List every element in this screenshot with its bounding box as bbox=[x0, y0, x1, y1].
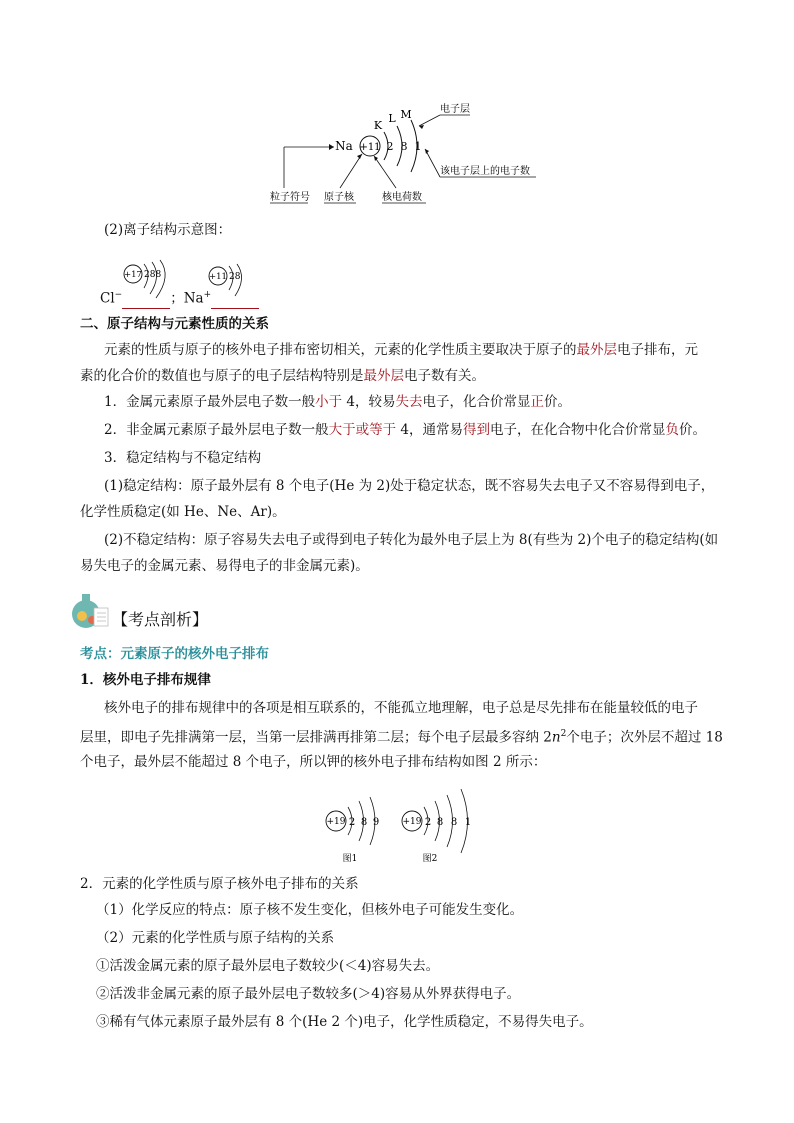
fig2-count-3: 8 bbox=[450, 817, 458, 828]
text: 素的化合价的数值也与原子的电子层结构特别是 bbox=[80, 368, 364, 384]
rule-metal bbox=[104, 392, 571, 412]
relation-point-1: （1）化学反应的特点：原子核不发生变化，但核外电子可能发生变化。 bbox=[96, 902, 524, 918]
highlight: 大于或等于 bbox=[328, 422, 397, 438]
text: 价。 bbox=[543, 394, 571, 410]
na-ion-counts: 28 bbox=[229, 272, 241, 282]
shell-letter-l: L bbox=[388, 112, 396, 125]
highlight: 失去 bbox=[395, 394, 423, 410]
nucleus-charge: +11 bbox=[359, 142, 381, 153]
section-2-para-line2 bbox=[80, 366, 485, 386]
relation-item-2: ②活泼非金属元素的原子最外层电子数较多(＞4)容易从外界获得电子。 bbox=[96, 986, 521, 1002]
cl-counts: 288 bbox=[144, 270, 162, 280]
fig2-nucleus: +19 bbox=[402, 817, 422, 827]
highlight: 负 bbox=[665, 422, 679, 438]
shell-letter-m: M bbox=[400, 108, 412, 121]
unstable-structure-line2: 易失电子的金属元素、易得电子的非金属元素)。 bbox=[80, 558, 369, 574]
highlight-outermost: 最外层 bbox=[363, 368, 404, 384]
shell-letter-k: K bbox=[373, 119, 383, 132]
text: 4，通常易 bbox=[396, 422, 463, 438]
ion-labels bbox=[100, 285, 259, 309]
rule-stable-heading: 3．稳定结构与不稳定结构 bbox=[104, 450, 262, 466]
stable-structure-line1: (1)稳定结构：原子最外层有 8 个电子(He 为 2)处于稳定状态，既不容易失去电子又不容易得到电子， bbox=[104, 478, 715, 494]
label-nucleus: 原子核 bbox=[324, 192, 354, 203]
section-2-para-line1 bbox=[104, 340, 698, 360]
fig1-nucleus: +19 bbox=[326, 817, 346, 827]
cl-charge: − bbox=[114, 290, 123, 300]
relation-item-3: ③稀有气体元素原子最外层有 8 个(He 2 个)电子，化学性质稳定，不易得失电子。 bbox=[96, 1014, 593, 1030]
rules-para-line3: 个电子，最外层不能超过 8 个电子，所以钾的核外电子排布结构如图 2 所示： bbox=[80, 754, 547, 770]
cl-nucleus: +17 bbox=[124, 270, 142, 280]
particle-symbol: Na bbox=[335, 139, 353, 153]
highlight-outermost: 最外层 bbox=[576, 342, 617, 358]
text: 层里，即电子先排满第一层，当第一层排满再排第二层；每个电子层最多容纳 2 bbox=[80, 729, 552, 746]
flask-icon bbox=[70, 590, 112, 632]
unstable-structure-line1: (2)不稳定结构：原子容易失去电子或得到电子转化为最外电子层上为 8(有些为 2)个电子的稳定结构(如 bbox=[104, 532, 719, 548]
na-label: ；Na bbox=[170, 290, 204, 307]
rule-nonmetal bbox=[104, 420, 706, 440]
rules-para-line1: 核外电子的排布规律中的各项是相互联系的，不能孤立地理解，电子总是尽先排布在能量较低的电子 bbox=[104, 700, 698, 716]
na-charge: + bbox=[203, 290, 212, 300]
fig2-count-1: 2 bbox=[424, 817, 432, 828]
label-particle-symbol: 粒子符号 bbox=[270, 192, 310, 203]
count-m: 1 bbox=[414, 140, 422, 153]
text: 电子，化合价常显 bbox=[422, 394, 531, 410]
fig1-count-3: 9 bbox=[372, 817, 380, 828]
topic-title: 考点：元素原子的核外电子排布 bbox=[80, 646, 269, 662]
highlight: 小于 bbox=[315, 394, 343, 410]
fig1-caption: 图1 bbox=[342, 854, 358, 864]
text: 价。 bbox=[678, 422, 706, 438]
text: 电子排布，元 bbox=[617, 342, 698, 358]
highlight: 正 bbox=[530, 394, 544, 410]
text: 电子数有关。 bbox=[404, 368, 485, 384]
highlight: 得到 bbox=[462, 422, 490, 438]
relation-point-2: （2）元素的化学性质与原子结构的关系 bbox=[96, 930, 335, 946]
cl-answer-blank[interactable] bbox=[122, 294, 170, 309]
analysis-header: 【考点剖析】 bbox=[112, 610, 209, 629]
na-atom-diagram bbox=[270, 96, 550, 208]
text: 2．非金属元素原子最外层电子数一般 bbox=[104, 422, 329, 438]
text: 电子，在化合物中化合价常显 bbox=[489, 422, 666, 438]
fig1-count-1: 2 bbox=[348, 817, 356, 828]
cl-label: Cl bbox=[100, 290, 115, 307]
rules-para-line2 bbox=[80, 724, 723, 748]
na-answer-blank[interactable] bbox=[211, 294, 259, 309]
fig2-count-4: 1 bbox=[464, 817, 472, 828]
fig2-caption: 图2 bbox=[422, 854, 438, 864]
fig2-count-2: 8 bbox=[436, 817, 444, 828]
superscript: 2 bbox=[560, 729, 567, 739]
na-ion-nucleus: +11 bbox=[209, 272, 227, 282]
subheading-relation bbox=[80, 874, 359, 894]
subheading-relation-text: 2．元素的化学性质与原子核外电子排布的关系 bbox=[80, 876, 359, 892]
text: 个电子；次外层不超过 18 bbox=[566, 729, 723, 746]
text: 4，较易 bbox=[342, 394, 396, 410]
label-electron-shell: 电子层 bbox=[440, 104, 470, 115]
count-l: 8 bbox=[400, 140, 408, 153]
label-electron-count: 该电子层上的电子数 bbox=[440, 166, 530, 177]
count-k: 2 bbox=[386, 140, 394, 153]
variable-n: n bbox=[551, 729, 561, 746]
ion-heading: (2)离子结构示意图： bbox=[104, 222, 232, 238]
text: 元素的性质与原子的核外电子排布密切相关，元素的化学性质主要取决于原子的 bbox=[104, 342, 577, 358]
subheading-rules: 1．核外电子排布规律 bbox=[80, 672, 211, 688]
text: 1．金属元素原子最外层电子数一般 bbox=[104, 394, 316, 410]
potassium-figures bbox=[320, 785, 490, 867]
relation-item-1: ①活泼金属元素的原子最外层电子数较少(＜4)容易失去。 bbox=[96, 958, 440, 974]
fig1-count-2: 8 bbox=[360, 817, 368, 828]
section-2-title: 二、原子结构与元素性质的关系 bbox=[80, 316, 269, 332]
label-nuclear-charge: 核电荷数 bbox=[382, 192, 422, 203]
stable-structure-line2: 化学性质稳定(如 He、Ne、Ar)。 bbox=[80, 504, 286, 520]
